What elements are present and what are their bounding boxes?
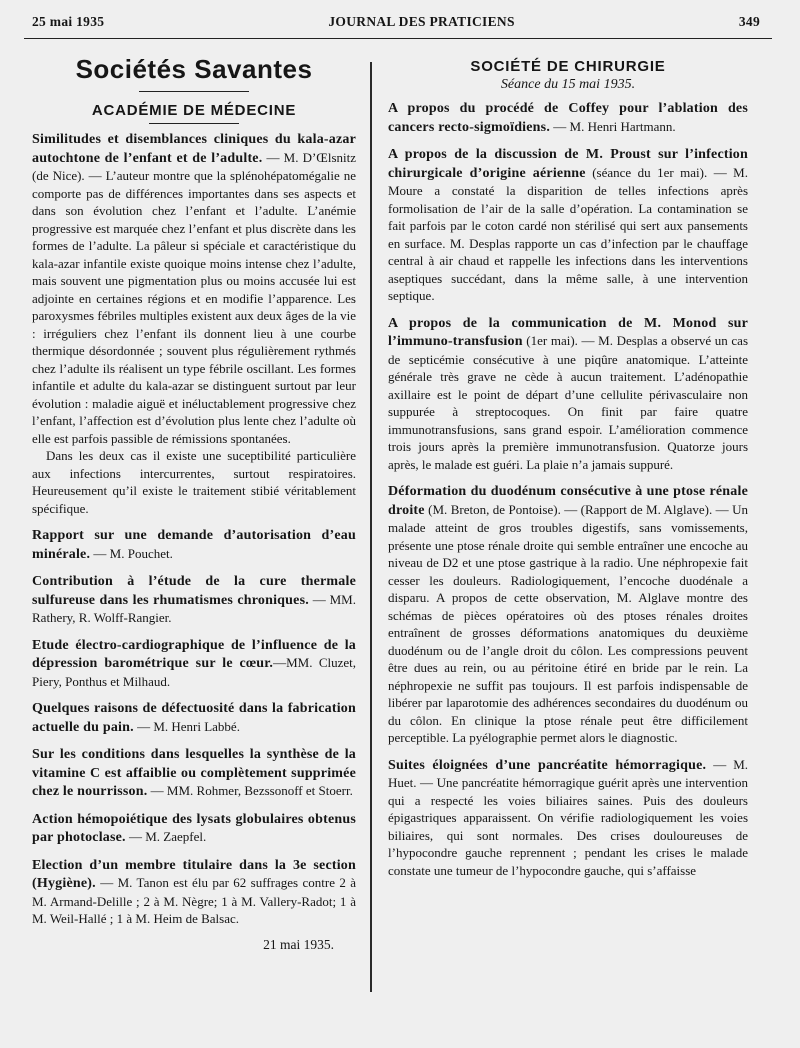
article-title: Contribution à l’étude de la cure thermale sulfureuse dans les rhumatismes chroniques. bbox=[32, 574, 356, 608]
article-author: — MM. Rathery, R. Wolff-Rangier. bbox=[32, 591, 356, 625]
article-text: (séance du 1er mai). — M. Moure a constaté la disparition de telles infections après formolisation de l’air de la salle d’opération. La contamination se fait parfois par le coton cardé non stérilisé qui sert aux pansements en surface. M. Desplas rapporte un cas d’infection par le chauffage central à air chaud et rappelle les infections dans les interventions aseptiques succédant, dans la même salle, à une intervention septique. bbox=[388, 164, 748, 303]
right-column bbox=[378, 44, 752, 1048]
closing-date: 21 mai 1935. bbox=[263, 936, 334, 952]
article-lysats bbox=[32, 810, 356, 847]
article-title: Etude électro-cardiographique de l’influence de la dépression barométrique sur le cœur. bbox=[32, 637, 356, 671]
header-rule bbox=[24, 38, 772, 39]
article-pain bbox=[32, 699, 356, 736]
article-author: — M. Pouchet. bbox=[90, 545, 173, 561]
article-title: Similitudes et disemblances cliniques du kala-azar autochtone de l’enfant et de l’adulte. bbox=[32, 132, 356, 166]
article-author: — M. Henri Labbé. bbox=[133, 718, 240, 734]
article-monod bbox=[388, 314, 748, 474]
article-author: — M. D’Œlsnitz (de Nice). — bbox=[32, 149, 357, 183]
page-title: Sociétés Savantes bbox=[75, 54, 313, 84]
section-heading-chirurgie: SOCIÉTÉ DE CHIRURGIE bbox=[470, 58, 666, 75]
section-rule bbox=[149, 123, 239, 124]
article-cure-thermale bbox=[32, 572, 356, 627]
article-author: —MM. Cluzet, Piery, Ponthus et Milhaud. bbox=[32, 655, 356, 689]
running-head bbox=[24, 14, 772, 38]
article-title: A propos de la discussion de M. Proust sur l’infection chirurgicale d’origine aérienne bbox=[388, 147, 748, 181]
header-date: 25 mai 1935 bbox=[32, 14, 105, 29]
article-text: (M. Breton, de Pontoise). — (Rapport de M. Alglave). — Un malade atteint de gros troubles digestifs, sans vomissements, présente une ptose rénale droite qui semble entraîner une encoche au niveau de D2 et une ptose gastrique à la radio. Une néphropexie fait cesser les douleurs. Radiologiquement, l’encoche duodénale a disparu. A propos de cette observation, M. Alglave montre des schémas de pièces opératoires où des ptoses rénales droites entraînent de grosses déformations anatomiques du deuxième duodénum ou de l’angle droit du côlon. Les compressions peuvent être dues au rein, ou au péritoine étiré en bride par le rein. La néphropexie ne suffit pas toujours. Il est parfois indispensable de libérer par laparotomie des adhérences secondaires du duodénum ou du côlon. En clinique la ptose rénale peut être difficilement perceptible. La pyélographie permet alors le diagnostic. bbox=[388, 501, 748, 745]
article-text: — M. Huet. — Une pancréatite hémorragique guérit après une intervention qui a respecté les voies biliaires saines. Puis des douleurs épigastriques apparaissent. On vérifie radiologiquement les voies biliaires, qui sont normales. Des crises douloureuses de l’hypocondre gauche reprennent ; pendant les crises le malade constate une tumeur de l’hypocondre gauche, qui s’affaisse bbox=[388, 756, 748, 878]
article-title: A propos de la communication de M. Monod sur l’immuno-transfusion bbox=[388, 315, 748, 349]
article-pancreatite bbox=[388, 756, 748, 880]
article-title: A propos du procédé de Coffey pour l’ablation des cancers recto-sigmoïdiens. bbox=[388, 101, 748, 135]
article-text: — M. Henri Hartmann. bbox=[550, 118, 676, 134]
article-kala-azar bbox=[32, 130, 356, 517]
column-rule bbox=[370, 62, 372, 992]
article-eau-minerale bbox=[32, 526, 356, 563]
article-text: (1er mai). — M. Desplas a observé un cas de septicémie consécutive à une piqûre anatomique. L’atteinte générale très grave ne cède à aucun traitement. L’adénopathie axillaire est le point de départ d’une cellulite périvasculaire non suppurée à streptocoques. On finit par faire quatre immunotransfusions, sans grand espoir. L’amélioration commence trois jours après la première immunotransfusion. Quatorze jours après, le malade est guéri. La plaie n’a jamais suppuré. bbox=[388, 333, 748, 472]
article-election bbox=[32, 856, 356, 928]
article-electro-cardiographique bbox=[32, 636, 356, 691]
article-title: Déformation du duodénum consécutive à une ptose rénale droite bbox=[388, 484, 748, 518]
session-date: Séance du 15 mai 1935. bbox=[500, 77, 636, 92]
left-column bbox=[24, 44, 364, 1048]
article-title: Rapport sur une demande d’autorisation d’eau minérale. bbox=[32, 528, 356, 562]
header-page-number: 349 bbox=[738, 14, 760, 29]
section-heading-academie: ACADÉMIE DE MÉDECINE bbox=[91, 102, 297, 119]
article-text-2: Dans les deux cas il existe une suceptibilité particulière aux infections intercurrentes, surtout respiratoires. Heureusement qu’il existe le traitement stibié véritablement spécifique. bbox=[32, 448, 356, 516]
article-duodenum bbox=[388, 482, 748, 747]
article-title: Quelques raisons de défectuosité dans la fabrication actuelle du pain. bbox=[32, 701, 356, 735]
article-text: L’auteur montre que la splénohépatomégalie ne comporte pas de différences importantes dans ses aspects et dans son évolution chez l’enfant et l’adulte. L’anémie progressive est marquée chez l’enfant et plus discrète dans les formes de l’adulte. La pâleur si spéciale et caractéristique du kala-azar infantile existe quoique moins intense chez l’adulte, mais souvent une pigmentation plus ou moins accusée lui est adjointe en certaines régions et en modifie l’apparence. Les paroxysmes fébriles multiples existent aux deux âges de la vie : irréguliers chez l’enfant ils donnent lieu à une courbe thermique désordonnée ; souvent plus régulièrement rythmés chez l’adulte ils réalisent un type fébrile oscillant. Les formes infantile et adulte du kala-azar se distinguent surtout par leur évolution : maladie aiguë et inéluctablement progressive chez l’enfant, l’affection est d’évolution plus lente chez l’adulte où elle est parfois passible de rémissions spontanées. bbox=[32, 168, 356, 446]
two-columns bbox=[24, 44, 776, 1048]
article-coffey bbox=[388, 99, 748, 136]
article-author: — MM. Rohmer, Bezssonoff et Stoerr. bbox=[147, 783, 353, 798]
article-proust bbox=[388, 145, 748, 305]
article-title: Election d’un membre titulaire dans la 3e section (Hygiène). bbox=[32, 857, 356, 891]
header-journal: JOURNAL DES PRATICIENS bbox=[328, 14, 515, 29]
article-title: Action hémopoiétique des lysats globulaires obtenus par photoclase. bbox=[32, 811, 356, 845]
article-vitamine-c bbox=[32, 745, 356, 801]
title-rule bbox=[139, 91, 249, 92]
article-author: — M. Zaepfel. bbox=[125, 829, 207, 844]
article-title: Suites éloignées d’une pancréatite hémorragique. bbox=[388, 757, 707, 773]
article-author: — M. Tanon est élu par 62 suffrages contre 2 à M. Armand-Delille ; 2 à M. Nègre; 1 à M. Vallery-Radot; 1 à M. Weil-Hallé ; 1 à M. Heim de Balsac. bbox=[32, 875, 356, 926]
article-title: Sur les conditions dans lesquelles la synthèse de la vitamine C est affaiblie ou complètement supprimée chez le nourrisson. bbox=[32, 747, 356, 799]
